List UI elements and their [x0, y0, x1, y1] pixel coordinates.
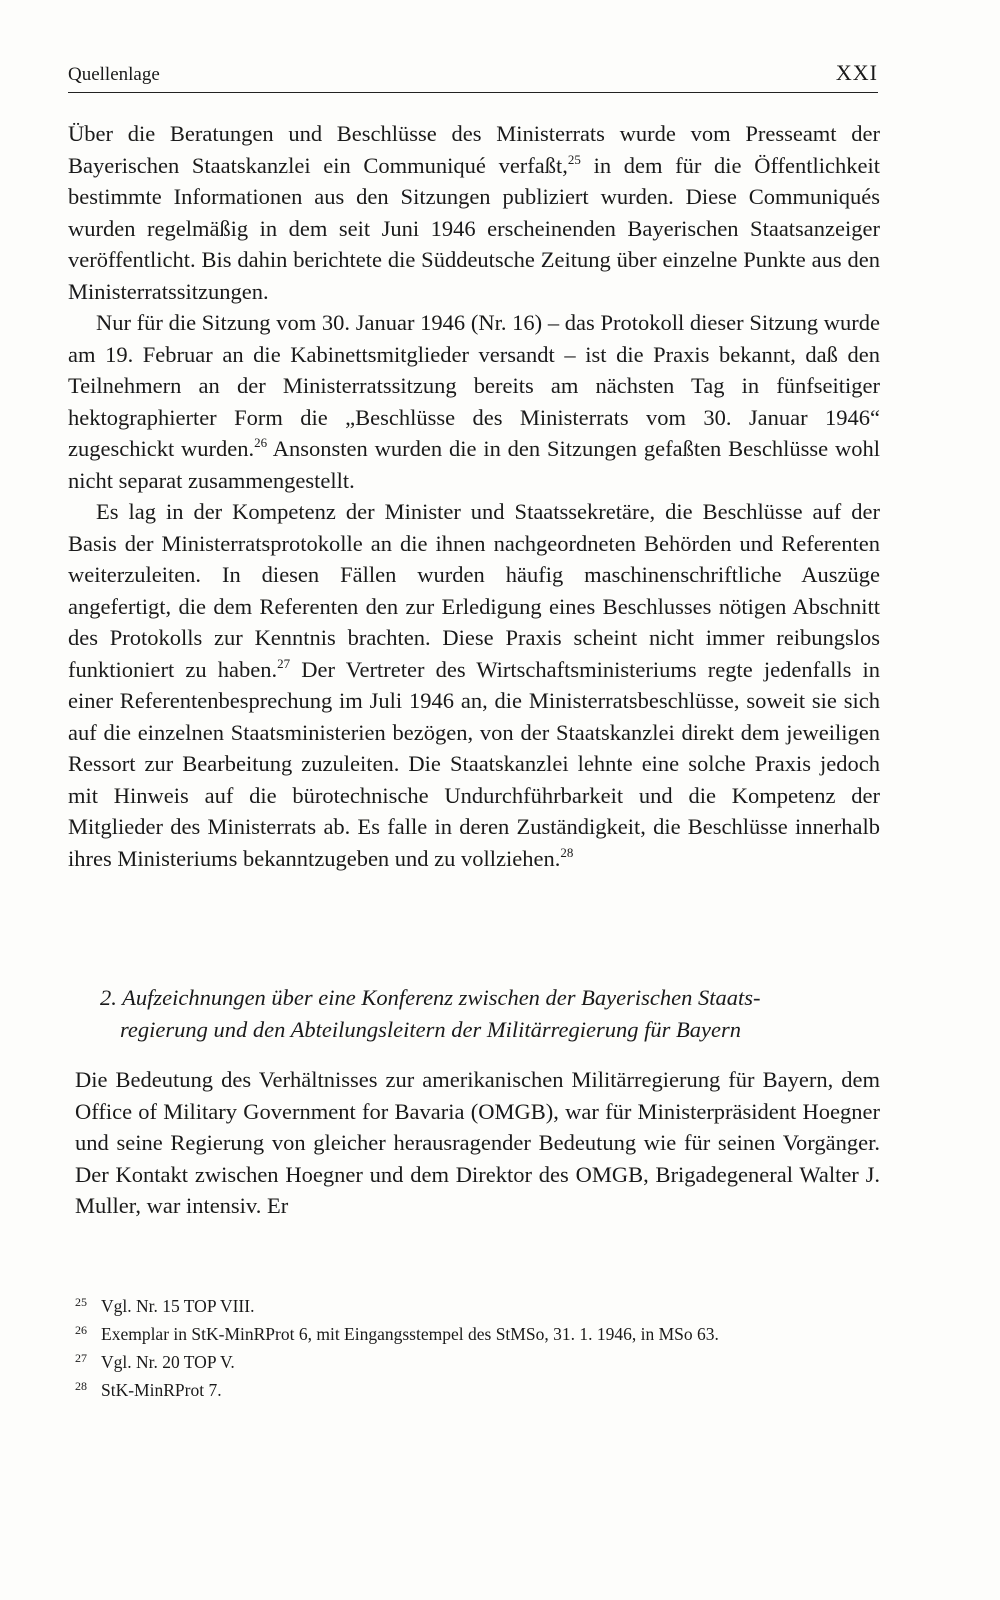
footnote-ref-25: 25 — [567, 151, 581, 167]
section-heading-line-2: regierung und den Abteilungsleitern der Militärregierung für Bayern — [120, 1016, 741, 1042]
footnote — [75, 1293, 880, 1321]
footnote — [75, 1321, 880, 1349]
paragraph-1-text-b: in dem für die Öffentlichkeit bestimmte Informationen aus den Sitzungen publiziert wurden. Diese Communiqués wurden regelmäßig in dem seit Juni 1946 erscheinenden Bayerischen Staatsanzeiger veröffentlicht. Bis dahin berichtete die Süddeutsche Zeitung über einzelne Punkte aus den Ministerratssitzungen. — [68, 152, 880, 304]
body-text — [68, 118, 880, 874]
footnote-number: 25 — [75, 1295, 87, 1309]
section-paragraph: Die Bedeutung des Verhältnisses zur amerikanischen Militärregierung für Bayern, dem Office of Military Government for Bavaria (OMGB), war für Ministerpräsident Hoegner und seine Regierung von gleicher herausragender Bedeutung wie für seinen Vorgänger. Der Kontakt zwischen Hoegner und dem Direktor des OMGB, Brigadegeneral Walter J. Muller, war intensiv. Er — [75, 1067, 880, 1218]
running-title: Quellenlage — [68, 64, 160, 85]
section-text — [75, 1064, 880, 1222]
footnote-ref-27: 27 — [277, 655, 291, 671]
paragraph-3-text-b: Der Vertreter des Wirtschaftsministeriums regte jedenfalls in einer Referentenbesprechung im Juli 1946 an, die Ministerratsbeschlüsse, soweit sie sich auf die einzelnen Staatsministerien bezögen, von der Staatskanzlei direkt dem jeweiligen Ressort zur Bearbeitung zuzuleiten. Die Staatskanzlei lehnte eine solche Praxis jedoch mit Hinweis auf die bürotechnische Undurchführbarkeit und die Kompetenz der Mitglieder des Ministerrats ab. Es falle in deren Zuständigkeit, die Beschlüsse innerhalb ihres Ministeriums bekanntzugeben und zu vollziehen. — [68, 656, 881, 871]
footnote — [75, 1377, 880, 1405]
footnote-number: 27 — [75, 1351, 87, 1365]
footnote-number: 28 — [75, 1379, 87, 1393]
paragraph-1 — [68, 118, 880, 307]
footnote — [75, 1349, 880, 1377]
footnote-number: 26 — [75, 1323, 87, 1337]
paragraph-3-text-a: Es lag in der Kompetenz der Minister und Staatssekretäre, die Beschlüsse auf der Basis der Ministerratsprotokolle an die ihnen nachgeordneten Behörden und Referenten weiterzuleiten. In diesen Fällen wurden häufig maschinenschriftliche Auszüge angefertigt, die dem Referenten den zur Erledigung eines Beschlusses nötigen Abschnitt des Protokolls zur Kenntnis brachten. Diese Praxis scheint nicht immer reibungslos funktioniert zu haben. — [68, 499, 880, 682]
section-heading — [100, 982, 880, 1045]
footnote-text: Vgl. Nr. 20 TOP V. — [101, 1352, 235, 1372]
footnote-ref-26: 26 — [254, 435, 268, 450]
footnotes — [75, 1293, 880, 1405]
running-head — [68, 58, 878, 93]
footnote-ref-28: 28 — [560, 844, 574, 860]
paragraph-3 — [68, 496, 880, 874]
paragraph-1-text-a: Über die Beratungen und Beschlüsse des Ministerrats wurde vom Presseamt der Bayerischen Staatskanzlei ein Communiqué verfaßt, — [68, 121, 880, 178]
footnote-text: Exemplar in StK-MinRProt 6, mit Eingangsstempel des StMSo, 31. 1. 1946, in MSo 63. — [101, 1324, 719, 1344]
footnote-text: Vgl. Nr. 15 TOP VIII. — [101, 1296, 255, 1316]
page-number: XXI — [835, 60, 878, 85]
section-heading-line-1: 2. Aufzeichnungen über eine Konferenz zwischen der Bayerischen Staats- — [100, 985, 761, 1010]
footnote-text: StK-MinRProt 7. — [101, 1380, 222, 1400]
paragraph-2-text-b: Ansonsten wurden die in den Sitzungen gefaßten Beschlüsse wohl nicht separat zusammengestellt. — [68, 436, 881, 493]
paragraph-2 — [68, 307, 880, 496]
paragraph-2-text-a: Nur für die Sitzung vom 30. Januar 1946 (Nr. 16) – das Protokoll dieser Sitzung wurde am 19. Februar an die Kabinettsmitglieder versandt – ist die Praxis bekannt, daß den Teilnehmern an der Ministerratssitzung bereits am nächsten Tag in fünfseitiger hektographierter Form die „Beschlüsse des Ministerrats vom 30. Januar 1946“ zugeschickt wurden. — [68, 310, 880, 461]
